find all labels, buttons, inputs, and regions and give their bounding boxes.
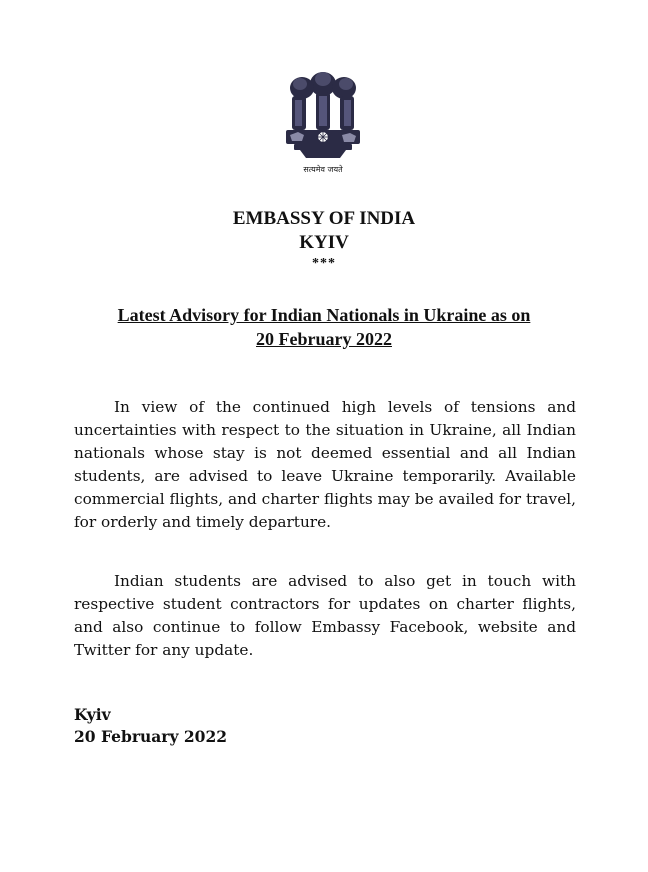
advisory-paragraph-2: Indian students are advised to also get in touch with respective student contractors for updates on charter flights, and also continue to follow Embassy Facebook, website and Twitter for any update. — [74, 572, 576, 659]
advisory-title-date: 20 February 2022 — [256, 329, 392, 349]
advisory-title-line1: Latest Advisory for Indian Nationals in Ukraine as on — [117, 305, 531, 325]
lion-capital-emblem-icon — [280, 62, 366, 180]
header-separator: *** — [312, 256, 336, 271]
signature-date: 20 February 2022 — [74, 727, 228, 746]
embassy-name: EMBASSY OF INDIA — [232, 208, 416, 229]
emblem-motto: सत्यमेव जयते — [303, 165, 343, 174]
advisory-paragraph-1: In view of the continued high levels of tensions and uncertainties with respect to the situation in Ukraine, all Indian nationals whose stay is not deemed essential and all Indian students, are advised to leave Ukraine temporarily. Available commercial flights, and charter flights may be availed for travel, for orderly and timely departure. — [74, 398, 576, 531]
signature-place: Kyiv — [74, 705, 111, 724]
embassy-city: KYIV — [299, 232, 349, 253]
